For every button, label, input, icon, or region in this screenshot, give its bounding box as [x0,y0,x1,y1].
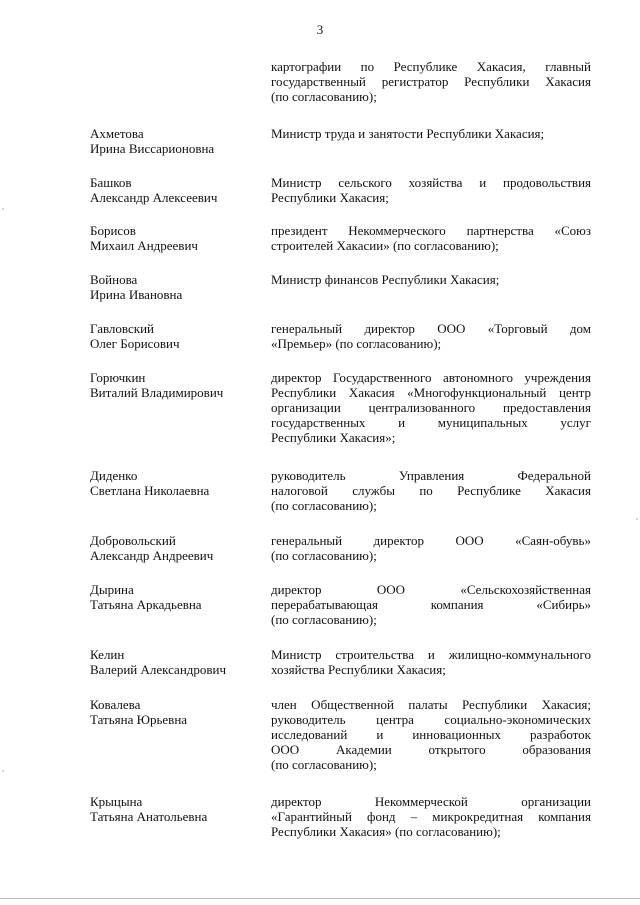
page-number: 3 [316,22,324,37]
role-line: картографии по Республике Хакасия, главный [271,59,591,74]
role-line: налоговой службы по Республике Хакасия [271,483,591,498]
role-line: Министр финансов Республики Хакасия; [271,272,500,287]
continued-role-text [271,59,591,104]
member-surname: Дырина [90,582,134,597]
member-role [271,321,591,351]
role-line: государственных и муниципальных услуг [271,415,591,430]
role-line: директор Некоммерческой организации [271,794,591,809]
scan-margin-mark [2,208,4,210]
member-name [90,468,265,498]
member-name [90,582,265,612]
member-surname: Добровольский [90,533,176,548]
role-line: (по согласованию); [271,89,377,104]
member-role [271,794,591,839]
role-line: «Премьер» (по согласованию); [271,336,442,351]
role-line: президент Некоммерческого партнерства «Союз [271,223,591,238]
member-name [90,697,265,727]
role-line: руководитель Управления Федеральной [271,468,591,483]
member-role [271,697,591,772]
role-line: строителей Хакасии» (по согласованию); [271,238,499,253]
role-line: «Гарантийный фонд – микрокредитная компания [271,809,591,824]
member-surname: Башков [90,175,132,190]
role-line: (по согласованию); [271,548,377,563]
scan-margin-mark [636,518,638,520]
member-surname: Диденко [90,468,138,483]
role-line: ООО Академии открытого образования [271,742,591,757]
member-surname: Гавловский [90,321,154,336]
role-line: государственный регистратор Республики Хакасия [271,74,591,89]
member-role [271,582,591,627]
member-name [90,223,265,253]
member-given-names: Ирина Ивановна [90,287,183,302]
member-given-names: Светлана Николаевна [90,483,210,498]
role-line: (по согласованию); [271,612,377,627]
member-name [90,126,265,156]
member-given-names: Александр Алексеевич [90,190,218,205]
role-line: директор Государственного автономного учреждения [271,370,591,385]
role-line: руководитель центра социально-экономических [271,712,591,727]
member-surname: Ковалева [90,697,141,712]
member-role [271,272,591,287]
member-given-names: Татьяна Анатольевна [90,809,208,824]
role-line: хозяйства Республики Хакасия; [271,662,446,677]
member-name [90,647,265,677]
member-role [271,223,591,253]
member-given-names: Ирина Виссарионовна [90,141,215,156]
member-given-names: Виталий Владимирович [90,385,224,400]
member-name [90,175,265,205]
role-line: генеральный директор ООО «Саян-обувь» [271,533,591,548]
role-line: член Общественной палаты Республики Хакасия; [271,697,591,712]
member-given-names: Татьяна Аркадьевна [90,597,202,612]
member-given-names: Михаил Андреевич [90,238,198,253]
member-name [90,272,265,302]
role-line: Республики Хакасия; [271,190,389,205]
member-surname: Борисов [90,223,136,238]
role-line: Республики Хакасия» (по согласованию); [271,824,501,839]
member-role [271,468,591,513]
scan-margin-mark [2,770,4,772]
member-role [271,647,591,677]
member-role [271,175,591,205]
role-line: перерабатывающая компания «Сибирь» [271,597,591,612]
member-role [271,370,591,445]
role-line: Министр строительства и жилищно-коммунального [271,647,591,662]
member-role [271,126,591,141]
member-name [90,533,265,563]
member-surname: Ахметова [90,126,144,141]
member-surname: Крыцына [90,794,143,809]
member-surname: Горючкин [90,370,146,385]
role-line: исследований и инновационных разработок [271,727,591,742]
member-name [90,321,265,351]
member-surname: Войнова [90,272,138,287]
role-line: Министр труда и занятости Республики Хакасия; [271,126,545,141]
role-line: генеральный директор ООО «Торговый дом [271,321,591,336]
role-line: Министр сельского хозяйства и продовольствия [271,175,591,190]
member-given-names: Олег Борисович [90,336,180,351]
member-given-names: Татьяна Юрьевна [90,712,188,727]
member-surname: Келин [90,647,125,662]
role-line: Республики Хакасия»; [271,430,396,445]
role-line: организации централизованного предоставления [271,400,591,415]
role-line: Республики Хакасия «Многофункциональный центр [271,385,591,400]
member-given-names: Александр Андреевич [90,548,214,563]
member-name [90,370,265,400]
page-bottom-edge [0,898,640,899]
role-line: (по согласованию); [271,498,377,513]
member-name [90,794,265,824]
role-line: директор ООО «Сельскохозяйственная [271,582,591,597]
member-role [271,533,591,563]
member-given-names: Валерий Александрович [90,662,227,677]
role-line: (по согласованию); [271,757,377,772]
